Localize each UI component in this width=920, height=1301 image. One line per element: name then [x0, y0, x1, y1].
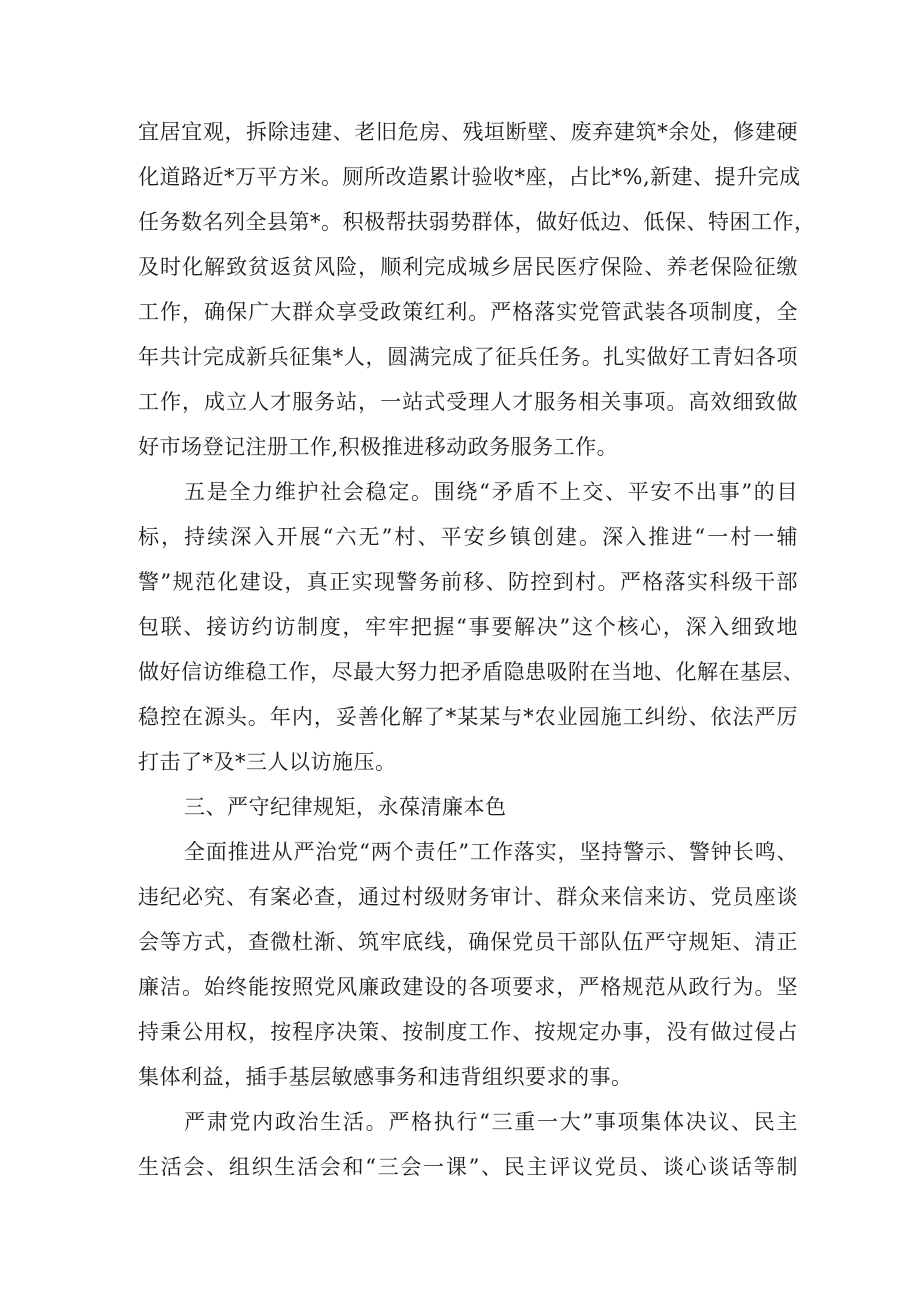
- paragraph-line: 工作，成立人才服务站，一站式受理人才服务相关事项。高效细致做: [138, 390, 798, 414]
- paragraph-line: 包联、接访约访制度，牢牢把握“事要解决”这个核心，深入细致地: [138, 615, 798, 639]
- paragraph-line: 生活会、组织生活会和“三会一课”、民主评议党员、谈心谈话等制: [138, 1155, 798, 1179]
- paragraph-line: 年共计完成新兵征集*人，圆满完成了征兵任务。扎实做好工青妇各项: [138, 345, 798, 369]
- paragraph-line: 廉洁。始终能按照党风廉政建设的各项要求，严格规范从政行为。坚: [138, 975, 798, 999]
- paragraph-line: 全面推进从严治党“两个责任”工作落实，坚持警示、警钟长鸣、: [184, 840, 798, 864]
- paragraph-line: 严肃党内政治生活。严格执行“三重一大”事项集体决议、民主: [184, 1110, 798, 1134]
- paragraph-line: 宜居宜观，拆除违建、老旧危房、残垣断壁、废弃建筑*余处，修建硬: [138, 120, 798, 144]
- paragraph-line: 打击了*及*三人以访施压。: [138, 750, 397, 774]
- paragraph-line: 五是全力维护社会稳定。围绕“矛盾不上交、平安不出事”的目: [184, 480, 798, 504]
- paragraph-line: 及时化解致贫返贫风险，顺利完成城乡居民医疗保险、养老保险征缴: [138, 255, 798, 279]
- paragraph-line: 标，持续深入开展“六无”村、平安乡镇创建。深入推进“一村一辅: [138, 525, 798, 549]
- paragraph-line: 违纪必究、有案必查，通过村级财务审计、群众来信来访、党员座谈: [138, 885, 798, 909]
- paragraph-line: 会等方式，查微杜渐、筑牢底线，确保党员干部队伍严守规矩、清正: [138, 930, 798, 954]
- paragraph-line: 集体利益，插手基层敏感事务和违背组织要求的事。: [138, 1065, 633, 1089]
- paragraph-line: 持秉公用权，按程序决策、按制度工作、按规定办事，没有做过侵占: [138, 1020, 798, 1044]
- paragraph-line: 警”规范化建设，真正实现警务前移、防控到村。严格落实科级干部: [138, 570, 798, 594]
- section-heading: 三、严守纪律规矩，永葆清廉本色: [184, 795, 507, 819]
- paragraph-line: 稳控在源头。年内，妥善化解了*某某与*农业园施工纠纷、依法严厉: [138, 705, 798, 729]
- paragraph-line: 任务数名列全县第*。积极帮扶弱势群体，做好低边、低保、特困工作，: [138, 210, 816, 234]
- paragraph-line: 化道路近*万平方米。厕所改造累计验收*座，占比*%,新建、提升完成: [138, 165, 801, 189]
- paragraph-line: 工作，确保广大群众享受政策红利。严格落实党管武装各项制度，全: [138, 300, 798, 324]
- paragraph-line: 做好信访维稳工作，尽最大努力把矛盾隐患吸附在当地、化解在基层、: [138, 660, 805, 684]
- paragraph-line: 好市场登记注册工作,积极推进移动政务服务工作。: [138, 435, 619, 459]
